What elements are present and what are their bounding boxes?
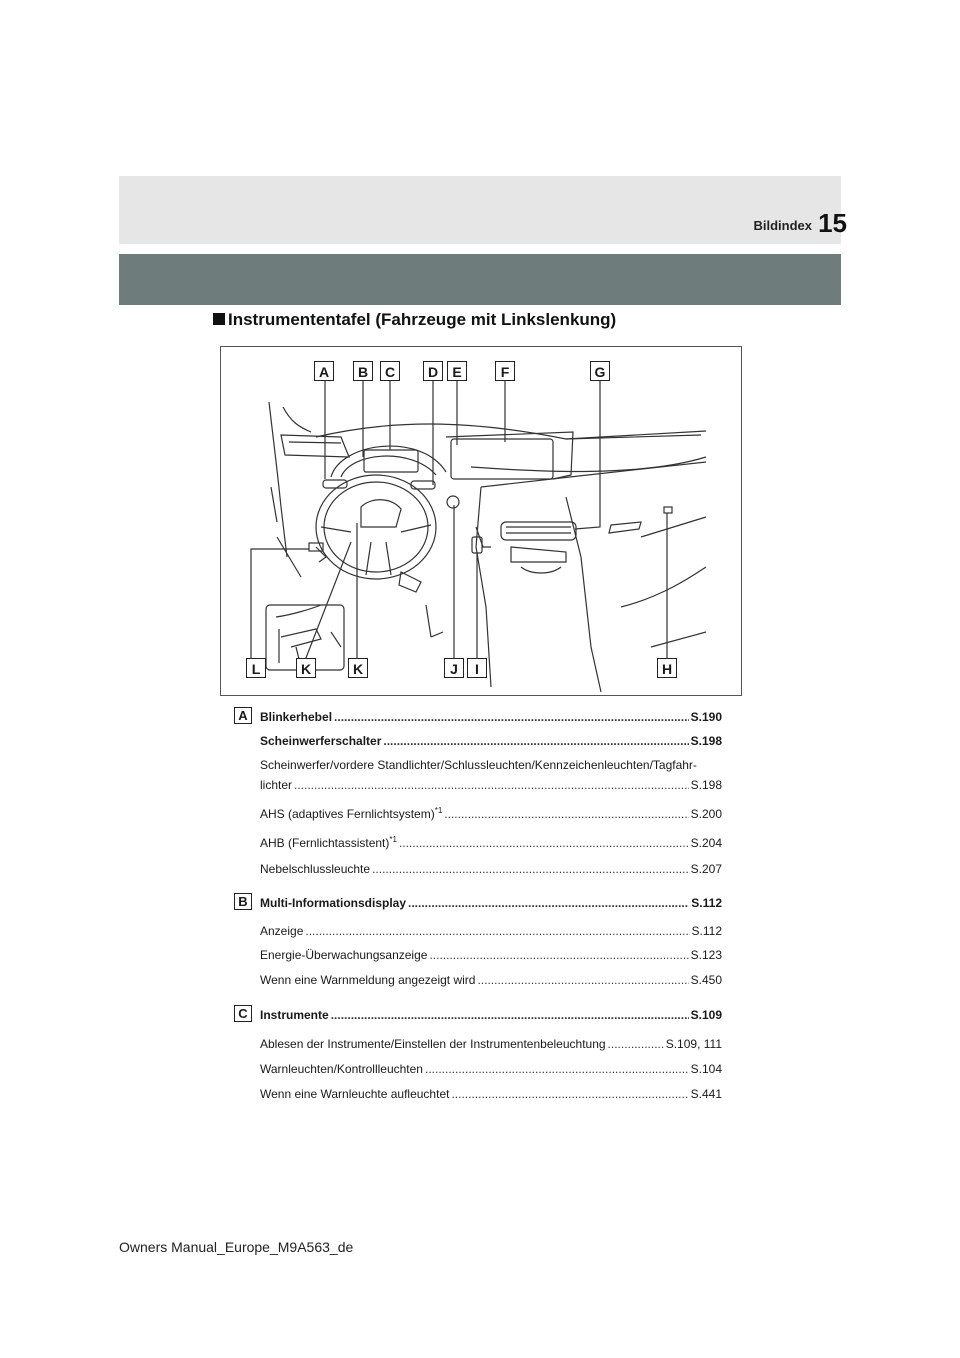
callout-f: F (495, 361, 515, 381)
dashboard-illustration (220, 346, 742, 696)
index-entry: Ablesen der Instrumente/Einstellen der Instrumentenbeleuchtung ..... S.109, 111 (260, 1036, 722, 1052)
index-entry: Anzeige ..... S.112 (260, 923, 722, 939)
callout-i: I (467, 658, 487, 678)
callout-k-inset: K (296, 658, 316, 678)
callout-h: H (657, 658, 677, 678)
index-entry: Scheinwerferschalter ..... S.198 (260, 733, 722, 749)
index-entry: Energie-Überwachungsanzeige ..... S.123 (260, 947, 722, 963)
header-section-title: Bildindex (753, 218, 812, 233)
index-entry: AHS (adaptives Fernlichtsystem)$^{*1}$ ..... S.200 (260, 806, 722, 822)
index-entry: Wenn eine Warnmeldung angezeigt wird ..... S.450 (260, 972, 722, 988)
callout-j: J (444, 658, 464, 678)
dashboard-line-drawing (221, 347, 741, 695)
callout-k: K (348, 658, 368, 678)
callout-d: D (423, 361, 443, 381)
square-bullet-icon (213, 313, 225, 325)
index-label-c: C (234, 1005, 252, 1022)
index-entry: Nebelschlussleuchte ..... S.207 (260, 861, 722, 877)
footer-document-id: Owners Manual_Europe_M9A563_de (119, 1239, 354, 1255)
index-entry-line1: Scheinwerfer/vordere Standlichter/Schlussleuchten/Kennzeichenleuchten/Tagfahr- (260, 758, 697, 772)
callout-b: B (353, 361, 373, 381)
index-entry: Warnleuchten/Kontrollleuchten ..... S.104 (260, 1061, 722, 1077)
index-entry: Instrumente ..... S.109 (260, 1007, 722, 1023)
index-entry: lichter ..... S.198 (260, 777, 722, 793)
page-number: 15 (818, 208, 847, 238)
index-entry: AHB (Fernlichtassistent)$^{*1}$ ..... S.204 (260, 835, 722, 851)
index-label-b: B (234, 893, 252, 910)
index-entry: Wenn eine Warnleuchte aufleuchtet ..... S.441 (260, 1086, 722, 1102)
header-band (119, 176, 841, 244)
index-entry: Multi-Informationsdisplay ..... S.112 (260, 895, 722, 911)
index-label-a: A (234, 707, 252, 724)
callout-a: A (314, 361, 334, 381)
index-entry: Blinkerhebel ..... S.190 (260, 709, 722, 725)
callout-g: G (590, 361, 610, 381)
section-heading: Instrumententafel (Fahrzeuge mit Linkslenkung) (213, 310, 616, 330)
section-band (119, 254, 841, 305)
callout-l: L (246, 658, 266, 678)
callout-e: E (447, 361, 467, 381)
callout-c: C (380, 361, 400, 381)
